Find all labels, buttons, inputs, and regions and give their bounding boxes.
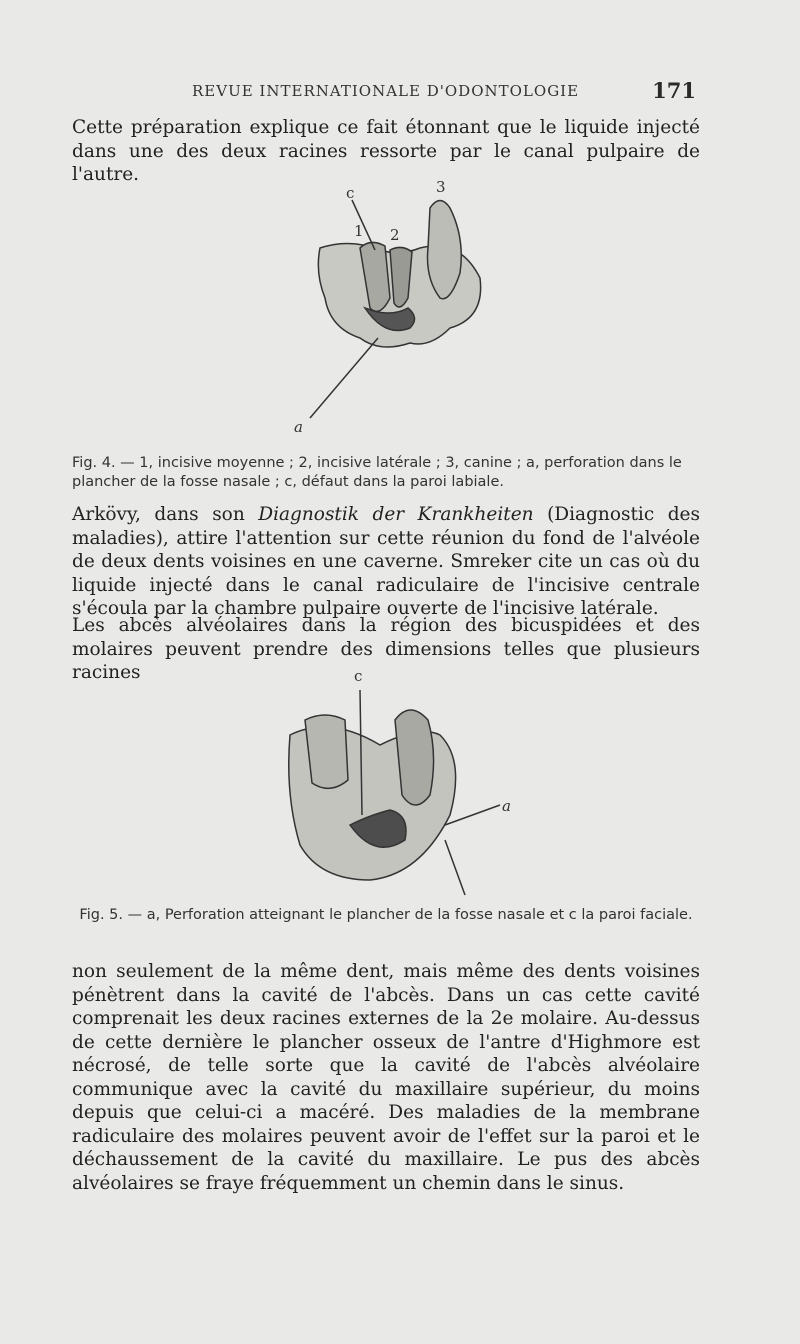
figure-4-drawing bbox=[290, 178, 500, 438]
figure-4-label-c: c bbox=[346, 184, 355, 202]
figure-5-drawing bbox=[270, 665, 530, 900]
figure-4-caption: Fig. 4. — 1, incisive moyenne ; 2, incisive latérale ; 3, canine ; a, perforation dans le plancher de la fosse nasale ; c, défaut dans la paroi labiale. bbox=[72, 455, 682, 490]
figure-5-caption: Fig. 5. — a, Perforation atteignant le plancher de la fosse nasale et c la paroi faciale. bbox=[79, 907, 693, 923]
figure-5-label-a: a bbox=[502, 797, 511, 815]
paragraph-3: Les abcès alvéolaires dans la région des bicuspidées et des molaires peuvent prendre des dimensions telles que plusieurs racines bbox=[72, 615, 700, 683]
figure-4-illustration bbox=[290, 178, 500, 438]
paragraph-2 bbox=[72, 503, 700, 621]
paragraph-1: Cette préparation explique ce fait étonnant que le liquide injecté dans une des deux racines ressorte par le canal pulpaire de l'autre. bbox=[72, 117, 700, 185]
figure-5-illustration bbox=[270, 665, 530, 900]
page-header bbox=[72, 78, 700, 104]
paragraph-2-italic-title: Diagnostik der Krankheiten bbox=[258, 504, 534, 525]
paragraph-4: non seulement de la même dent, mais même des dents voisines pénètrent dans la cavité de l'abcès. Dans un cas cette cavité comprenait les deux racines externes de la 2e molaire. Au-dessus de cette dernière le plancher osseux de l'antre d'Highmore est nécrosé, de telle sorte que la cavité de l'abcès alvéolaire communique avec la cavité du maxillaire supérieur, du moins depuis que celui-ci a macéré. Des maladies de la membrane radiculaire des molaires peuvent avoir de l'effet sur la paroi et le déchaussement de la cavité du maxillaire. Le pus des abcès alvéolaires se fraye fréquemment un chemin dans le sinus. bbox=[72, 961, 700, 1194]
running-head: REVUE INTERNATIONALE D'ODONTOLOGIE bbox=[192, 82, 580, 100]
page-number: 171 bbox=[652, 78, 696, 103]
paragraph-2-before: Arkövy, dans son bbox=[72, 504, 259, 525]
paragraph-2-after: (Diagnostic des maladies), attire l'attention sur cette réunion du fond de l'alvéole de deux dents voisines en une caverne. Smreker cite un cas où du liquide injecté dans le canal radiculaire de l'incisive centrale s'écoula par la chambre pulpaire ouverte de l'incisive latérale. bbox=[72, 504, 700, 619]
figure-4-label-a: a bbox=[294, 418, 303, 436]
figure-4-label-3: 3 bbox=[436, 178, 446, 196]
figure-4-label-1: 1 bbox=[354, 222, 364, 240]
figure-5-label-c: c bbox=[354, 667, 363, 685]
figure-4-label-2: 2 bbox=[390, 226, 400, 244]
